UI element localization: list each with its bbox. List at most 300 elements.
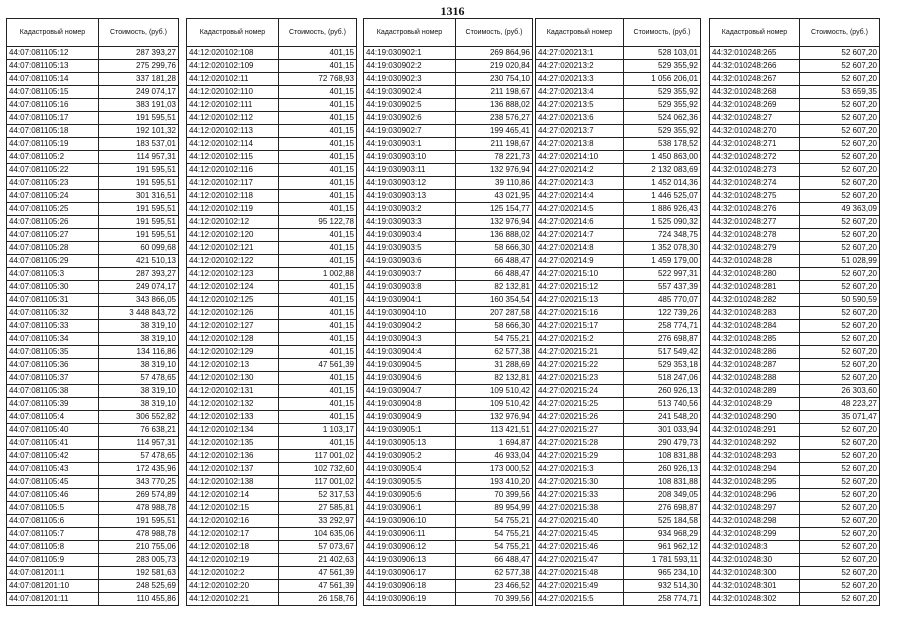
cadastral-number-cell: 44:32:010248:279 [710, 242, 800, 255]
cadastral-number-cell: 44:19:030903:10 [364, 151, 456, 164]
table-row [364, 580, 533, 593]
table-row [7, 424, 179, 437]
cost-cell: 132 976,94 [456, 411, 533, 424]
cost-cell: 52 607,20 [800, 554, 880, 567]
cadastral-number-cell: 44:12:020102:136 [187, 450, 279, 463]
cost-cell: 524 062,36 [624, 112, 701, 125]
table-row [364, 255, 533, 268]
cadastral-number-cell: 44:27:020215:38 [536, 502, 624, 515]
cost-cell: 38 319,10 [99, 333, 179, 346]
cadastral-number-cell: 44:07:081105:18 [7, 125, 99, 138]
cost-cell: 54 755,21 [456, 333, 533, 346]
table-row [710, 268, 880, 281]
table-row [536, 489, 701, 502]
cadastral-number-cell: 44:32:010248:270 [710, 125, 800, 138]
table-row [710, 242, 880, 255]
table-row [364, 385, 533, 398]
cost-cell: 3 448 843,72 [99, 307, 179, 320]
cadastral-number-cell: 44:27:020215:26 [536, 411, 624, 424]
cost-cell: 78 221,73 [456, 151, 533, 164]
cost-cell: 58 666,30 [456, 242, 533, 255]
cost-cell: 27 585,81 [279, 502, 357, 515]
cadastral-number-cell: 44:19:030906:10 [364, 515, 456, 528]
table-row [364, 216, 533, 229]
table-row [364, 47, 533, 60]
cost-cell: 211 198,67 [456, 138, 533, 151]
table-row [364, 489, 533, 502]
cost-cell: 401,15 [279, 86, 357, 99]
cadastral-number-cell: 44:27:020215:21 [536, 346, 624, 359]
cadastral-number-cell: 44:32:010248:280 [710, 268, 800, 281]
cost-cell: 529 355,92 [624, 125, 701, 138]
table-row [536, 60, 701, 73]
cost-cell: 343 866,05 [99, 294, 179, 307]
cadastral-number-cell: 44:07:081105:13 [7, 60, 99, 73]
cost-cell: 343 770,25 [99, 476, 179, 489]
cost-cell: 122 739,26 [624, 307, 701, 320]
cadastral-number-cell: 44:32:010248:274 [710, 177, 800, 190]
table-row [364, 554, 533, 567]
cost-cell: 136 888,02 [456, 229, 533, 242]
cost-cell: 52 607,20 [800, 333, 880, 346]
cost-cell: 70 399,56 [456, 489, 533, 502]
header-cost: Стоимость, (руб.) [800, 19, 880, 47]
table-row [7, 489, 179, 502]
table-row [536, 502, 701, 515]
cadastral-number-cell: 44:12:020102:116 [187, 164, 279, 177]
cadastral-number-cell: 44:07:081105:32 [7, 307, 99, 320]
cadastral-number-cell: 44:07:081105:46 [7, 489, 99, 502]
cadastral-number-cell: 44:19:030903:13 [364, 190, 456, 203]
cost-cell: 52 607,20 [800, 125, 880, 138]
cadastral-number-cell: 44:32:010248:293 [710, 450, 800, 463]
table-row [187, 203, 357, 216]
cost-cell: 401,15 [279, 255, 357, 268]
cost-cell: 52 607,20 [800, 515, 880, 528]
cadastral-number-cell: 44:27:020215:24 [536, 385, 624, 398]
cadastral-number-cell: 44:32:010248:30 [710, 554, 800, 567]
cost-cell: 557 437,39 [624, 281, 701, 294]
cadastral-number-cell: 44:12:020102:134 [187, 424, 279, 437]
cost-cell: 401,15 [279, 437, 357, 450]
table-row [536, 515, 701, 528]
cadastral-number-cell: 44:12:020102:19 [187, 554, 279, 567]
cadastral-number-cell: 44:12:020102:108 [187, 47, 279, 60]
cadastral-number-cell: 44:12:020102:132 [187, 398, 279, 411]
cost-cell: 401,15 [279, 281, 357, 294]
cost-cell: 52 607,20 [800, 320, 880, 333]
cadastral-number-cell: 44:27:020215:16 [536, 307, 624, 320]
cost-cell: 52 607,20 [800, 138, 880, 151]
cadastral-number-cell: 44:07:081105:38 [7, 385, 99, 398]
cadastral-number-cell: 44:07:081105:35 [7, 346, 99, 359]
cadastral-number-cell: 44:07:081105:26 [7, 216, 99, 229]
cost-cell: 52 607,20 [800, 242, 880, 255]
table-row [187, 333, 357, 346]
cadastral-number-cell: 44:32:010248:272 [710, 151, 800, 164]
cost-cell: 52 607,20 [800, 567, 880, 580]
cost-cell: 191 595,51 [99, 515, 179, 528]
cadastral-number-cell: 44:19:030902:4 [364, 86, 456, 99]
cadastral-number-cell: 44:12:020102:18 [187, 541, 279, 554]
cadastral-number-cell: 44:19:030906:11 [364, 528, 456, 541]
cost-cell: 52 607,20 [800, 593, 880, 606]
cadastral-number-cell: 44:12:020102:17 [187, 528, 279, 541]
table-row [364, 164, 533, 177]
cadastral-number-cell: 44:12:020102:21 [187, 593, 279, 606]
cadastral-number-cell: 44:32:010248:292 [710, 437, 800, 450]
cost-cell: 108 831,88 [624, 476, 701, 489]
cost-cell: 89 954,99 [456, 502, 533, 515]
table-row [187, 125, 357, 138]
cost-cell: 54 755,21 [456, 528, 533, 541]
cost-cell: 193 410,20 [456, 476, 533, 489]
cadastral-number-cell: 44:19:030903:11 [364, 164, 456, 177]
table-row [364, 99, 533, 112]
cadastral-number-cell: 44:32:010248:268 [710, 86, 800, 99]
table-row [364, 450, 533, 463]
cadastral-number-cell: 44:27:020214:3 [536, 177, 624, 190]
cadastral-number-cell: 44:07:081105:3 [7, 268, 99, 281]
cost-cell: 2 132 083,69 [624, 164, 701, 177]
table-row [364, 528, 533, 541]
cost-cell: 52 607,20 [800, 177, 880, 190]
cadastral-number-cell: 44:19:030903:5 [364, 242, 456, 255]
table-row [7, 307, 179, 320]
table-row [7, 567, 179, 580]
table-row [536, 476, 701, 489]
cadastral-number-cell: 44:32:010248:266 [710, 60, 800, 73]
cadastral-number-cell: 44:07:081105:42 [7, 450, 99, 463]
cost-cell: 191 595,51 [99, 216, 179, 229]
cost-cell: 401,15 [279, 138, 357, 151]
table-row [364, 151, 533, 164]
cost-cell: 301 033,94 [624, 424, 701, 437]
table-row [536, 164, 701, 177]
cost-cell: 290 479,73 [624, 437, 701, 450]
cost-cell: 70 399,56 [456, 593, 533, 606]
table-row [187, 177, 357, 190]
cadastral-number-cell: 44:27:020215:28 [536, 437, 624, 450]
cost-cell: 52 607,20 [800, 359, 880, 372]
cost-cell: 283 005,73 [99, 554, 179, 567]
table-row [710, 476, 880, 489]
cadastral-number-cell: 44:07:081105:17 [7, 112, 99, 125]
table-row [364, 307, 533, 320]
table-row [7, 60, 179, 73]
cadastral-number-cell: 44:19:030906:19 [364, 593, 456, 606]
cost-cell: 1 352 078,30 [624, 242, 701, 255]
cadastral-number-cell: 44:19:030904:1 [364, 294, 456, 307]
cost-cell: 260 926,13 [624, 385, 701, 398]
table-row [7, 73, 179, 86]
table-row [364, 424, 533, 437]
cost-cell: 192 581,63 [99, 567, 179, 580]
cost-cell: 136 888,02 [456, 99, 533, 112]
table-row [710, 190, 880, 203]
table-row [187, 60, 357, 73]
cost-cell: 401,15 [279, 177, 357, 190]
table-row [187, 593, 357, 606]
cost-cell: 401,15 [279, 151, 357, 164]
table-row [710, 541, 880, 554]
cost-cell: 114 957,31 [99, 437, 179, 450]
cost-cell: 132 976,94 [456, 216, 533, 229]
cadastral-number-cell: 44:32:010248:269 [710, 99, 800, 112]
table-row [364, 476, 533, 489]
table-row [7, 229, 179, 242]
table-row [710, 411, 880, 424]
cost-cell: 125 154,77 [456, 203, 533, 216]
cadastral-number-cell: 44:07:081105:14 [7, 73, 99, 86]
cost-cell: 21 402,63 [279, 554, 357, 567]
cost-cell: 529 355,92 [624, 99, 701, 112]
cadastral-number-cell: 44:32:010248:287 [710, 359, 800, 372]
cost-cell: 401,15 [279, 60, 357, 73]
cost-cell: 401,15 [279, 398, 357, 411]
cadastral-number-cell: 44:19:030902:2 [364, 60, 456, 73]
table-row [364, 86, 533, 99]
table-row [187, 229, 357, 242]
cost-cell: 421 510,13 [99, 255, 179, 268]
cadastral-number-cell: 44:12:020102:119 [187, 203, 279, 216]
table-row [7, 151, 179, 164]
table-row [7, 463, 179, 476]
cadastral-number-cell: 44:19:030906:18 [364, 580, 456, 593]
table-row [536, 320, 701, 333]
cost-cell: 276 698,87 [624, 502, 701, 515]
table-row [7, 190, 179, 203]
cost-cell: 26 158,76 [279, 593, 357, 606]
table-row [7, 47, 179, 60]
cost-cell: 60 099,68 [99, 242, 179, 255]
cadastral-number-cell: 44:12:020102:138 [187, 476, 279, 489]
cadastral-number-cell: 44:07:081105:23 [7, 177, 99, 190]
cost-cell: 172 435,96 [99, 463, 179, 476]
cadastral-number-cell: 44:07:081105:34 [7, 333, 99, 346]
cost-cell: 276 698,87 [624, 333, 701, 346]
table-row [364, 60, 533, 73]
table-row [7, 255, 179, 268]
table-row [187, 515, 357, 528]
cost-cell: 52 607,20 [800, 346, 880, 359]
cost-cell: 38 319,10 [99, 385, 179, 398]
cadastral-number-cell: 44:32:010248:27 [710, 112, 800, 125]
table-row [187, 320, 357, 333]
cost-cell: 52 607,20 [800, 424, 880, 437]
cost-cell: 401,15 [279, 125, 357, 138]
table-row [187, 528, 357, 541]
cadastral-number-cell: 44:19:030903:7 [364, 268, 456, 281]
table-row [187, 86, 357, 99]
table-row [187, 190, 357, 203]
cost-cell: 1 694,87 [456, 437, 533, 450]
cost-cell: 160 354,54 [456, 294, 533, 307]
cost-cell: 513 740,56 [624, 398, 701, 411]
cost-cell: 383 191,03 [99, 99, 179, 112]
table-row [187, 151, 357, 164]
cadastral-number-cell: 44:19:030906:17 [364, 567, 456, 580]
cadastral-number-cell: 44:12:020102:118 [187, 190, 279, 203]
cost-cell: 287 393,27 [99, 47, 179, 60]
cost-cell: 306 552,82 [99, 411, 179, 424]
header-cadastral-number: Кадастровый номер [187, 19, 279, 47]
cadastral-number-cell: 44:27:020215:45 [536, 528, 624, 541]
cost-cell: 110 455,86 [99, 593, 179, 606]
table-row [7, 437, 179, 450]
cost-cell: 31 288,69 [456, 359, 533, 372]
table-row [710, 112, 880, 125]
table-row [187, 99, 357, 112]
cadastral-number-cell: 44:07:081105:7 [7, 528, 99, 541]
cadastral-number-cell: 44:27:020215:13 [536, 294, 624, 307]
cost-cell: 210 755,06 [99, 541, 179, 554]
table-row [364, 372, 533, 385]
cadastral-number-cell: 44:32:010248:278 [710, 229, 800, 242]
cost-cell: 401,15 [279, 190, 357, 203]
cadastral-number-cell: 44:32:010248:296 [710, 489, 800, 502]
cost-cell: 1 452 014,36 [624, 177, 701, 190]
cadastral-number-cell: 44:19:030903:4 [364, 229, 456, 242]
table-row [710, 73, 880, 86]
table-row [187, 398, 357, 411]
cost-cell: 724 348,75 [624, 229, 701, 242]
cost-cell: 401,15 [279, 203, 357, 216]
cadastral-number-cell: 44:27:020215:12 [536, 281, 624, 294]
cadastral-number-cell: 44:27:020214:7 [536, 229, 624, 242]
table-row [364, 502, 533, 515]
table-row [187, 385, 357, 398]
table-row [187, 255, 357, 268]
table-row [364, 73, 533, 86]
cost-cell: 258 774,71 [624, 320, 701, 333]
cadastral-number-cell: 44:19:030905:5 [364, 476, 456, 489]
cost-cell: 113 421,51 [456, 424, 533, 437]
table-row [7, 294, 179, 307]
cadastral-number-cell: 44:07:081105:43 [7, 463, 99, 476]
table-row [536, 294, 701, 307]
cost-cell: 39 110,86 [456, 177, 533, 190]
cost-cell: 52 607,20 [800, 437, 880, 450]
table-row [7, 138, 179, 151]
cadastral-number-cell: 44:27:020214:6 [536, 216, 624, 229]
cadastral-number-cell: 44:19:030902:6 [364, 112, 456, 125]
table-row [536, 99, 701, 112]
table-row [536, 190, 701, 203]
cadastral-number-cell: 44:27:020213:7 [536, 125, 624, 138]
table-row [710, 424, 880, 437]
table-row [7, 333, 179, 346]
cadastral-number-cell: 44:27:020215:30 [536, 476, 624, 489]
table-row [7, 515, 179, 528]
table-row [536, 424, 701, 437]
cadastral-number-cell: 44:19:030904:5 [364, 359, 456, 372]
table-row [7, 372, 179, 385]
cadastral-number-cell: 44:12:020102:111 [187, 99, 279, 112]
cadastral-number-cell: 44:07:081105:12 [7, 47, 99, 60]
cadastral-number-cell: 44:27:020215:25 [536, 398, 624, 411]
cost-cell: 191 595,51 [99, 177, 179, 190]
cost-cell: 249 074,17 [99, 281, 179, 294]
table-row [536, 580, 701, 593]
table-row [710, 177, 880, 190]
cadastral-number-cell: 44:07:081201:10 [7, 580, 99, 593]
table-row [364, 281, 533, 294]
header-cadastral-number: Кадастровый номер [536, 19, 624, 47]
cadastral-number-cell: 44:32:010248:285 [710, 333, 800, 346]
table-row [710, 372, 880, 385]
cost-cell: 50 590,59 [800, 294, 880, 307]
cadastral-number-cell: 44:12:020102:126 [187, 307, 279, 320]
cost-cell: 26 303,60 [800, 385, 880, 398]
cadastral-number-cell: 44:27:020215:33 [536, 489, 624, 502]
table-row [536, 73, 701, 86]
cadastral-number-cell: 44:07:081105:8 [7, 541, 99, 554]
table-row [7, 177, 179, 190]
cost-cell: 1 781 593,11 [624, 554, 701, 567]
cadastral-number-cell: 44:27:020213:2 [536, 60, 624, 73]
cadastral-number-cell: 44:32:010248:29 [710, 398, 800, 411]
cadastral-number-cell: 44:12:020102:14 [187, 489, 279, 502]
cadastral-number-cell: 44:07:081105:6 [7, 515, 99, 528]
cadastral-number-cell: 44:27:020215:3 [536, 463, 624, 476]
table-row [7, 164, 179, 177]
cost-cell: 62 577,38 [456, 567, 533, 580]
cadastral-number-cell: 44:07:081105:5 [7, 502, 99, 515]
table-row [187, 138, 357, 151]
cost-cell: 58 666,30 [456, 320, 533, 333]
cost-cell: 52 607,20 [800, 73, 880, 86]
cost-cell: 46 933,04 [456, 450, 533, 463]
cost-cell: 529 355,92 [624, 86, 701, 99]
cadastral-number-cell: 44:07:081105:24 [7, 190, 99, 203]
cadastral-number-cell: 44:27:020215:49 [536, 580, 624, 593]
cadastral-number-cell: 44:27:020215:2 [536, 333, 624, 346]
cost-cell: 52 607,20 [800, 216, 880, 229]
cadastral-number-cell: 44:19:030904:4 [364, 346, 456, 359]
cadastral-number-cell: 44:12:020102:121 [187, 242, 279, 255]
cadastral-number-cell: 44:19:030905:4 [364, 463, 456, 476]
cost-cell: 401,15 [279, 242, 357, 255]
cadastral-number-cell: 44:19:030905:6 [364, 489, 456, 502]
table-row [187, 541, 357, 554]
cost-cell: 191 595,51 [99, 112, 179, 125]
table-row [187, 164, 357, 177]
cost-cell: 230 754,10 [456, 73, 533, 86]
table-row [536, 229, 701, 242]
cost-cell: 183 537,01 [99, 138, 179, 151]
table-row [536, 47, 701, 60]
cadastral-number-cell: 44:12:020102:135 [187, 437, 279, 450]
cadastral-number-cell: 44:27:020213:8 [536, 138, 624, 151]
cost-cell: 102 732,60 [279, 463, 357, 476]
cadastral-number-cell: 44:19:030906:13 [364, 554, 456, 567]
cost-cell: 52 607,20 [800, 190, 880, 203]
cadastral-number-cell: 44:19:030904:10 [364, 307, 456, 320]
cost-cell: 287 393,27 [99, 268, 179, 281]
cost-cell: 49 363,09 [800, 203, 880, 216]
table-row [364, 177, 533, 190]
table-row [187, 47, 357, 60]
table-row [536, 411, 701, 424]
cadastral-number-cell: 44:27:020213:3 [536, 73, 624, 86]
table-row [536, 203, 701, 216]
cadastral-number-cell: 44:32:010248:271 [710, 138, 800, 151]
table-row [7, 125, 179, 138]
cadastral-number-cell: 44:19:030904:7 [364, 385, 456, 398]
cost-table-3 [363, 18, 533, 606]
table-row [536, 567, 701, 580]
